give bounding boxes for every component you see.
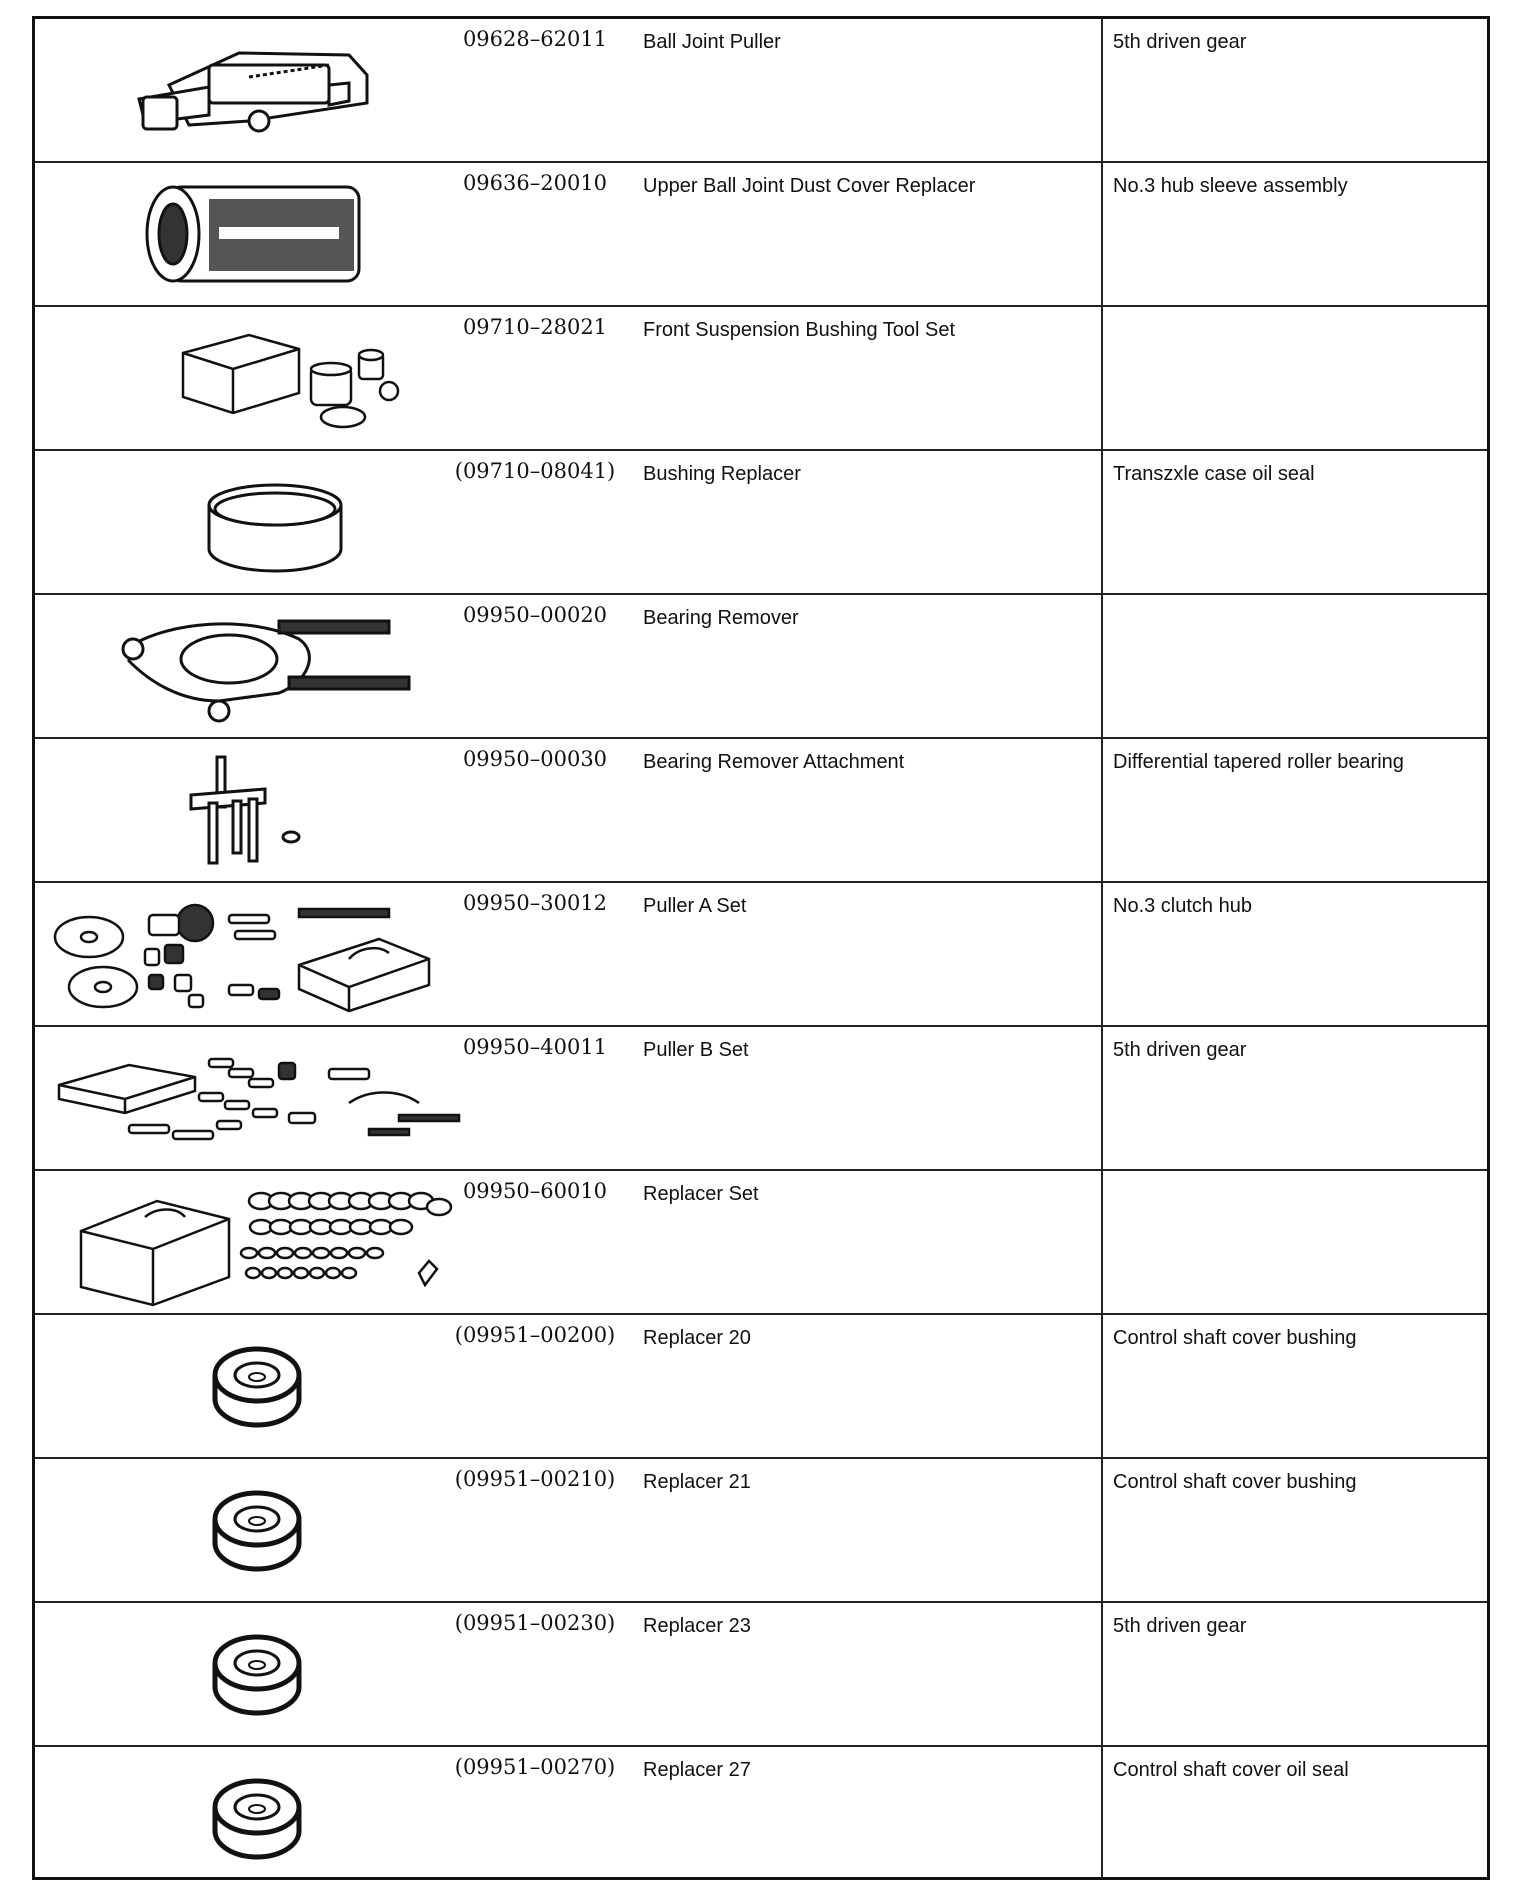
table-row [35, 1027, 1487, 1171]
tool-usage: Control shaft cover oil seal [1113, 1759, 1349, 1781]
table-row [35, 19, 1487, 163]
ball-joint-puller-illustration [49, 25, 469, 157]
part-number: 09950–00030 [462, 747, 608, 771]
column-divider [1101, 19, 1103, 161]
replacer-20-illustration [49, 1321, 469, 1453]
replacer-23-illustration [49, 1609, 469, 1741]
tool-name: Bearing Remover Attachment [643, 751, 905, 773]
puller-b-set-illustration [49, 1033, 469, 1165]
part-number: (09951–00200) [454, 1323, 616, 1347]
table-row [35, 883, 1487, 1027]
tool-name: Replacer 23 [643, 1615, 751, 1637]
part-number: 09950–30012 [462, 891, 608, 915]
column-divider [1101, 1315, 1103, 1457]
tool-usage: Control shaft cover bushing [1113, 1471, 1357, 1493]
tool-usage: 5th driven gear [1113, 1039, 1247, 1061]
tool-name: Front Suspension Bushing Tool Set [643, 319, 956, 341]
part-number: 09628–62011 [462, 27, 608, 51]
bushing-tool-set-illustration [49, 313, 469, 445]
tool-name: Replacer 21 [643, 1471, 751, 1493]
tool-name: Replacer 27 [643, 1759, 751, 1781]
special-tools-table [32, 16, 1490, 1880]
table-row [35, 163, 1487, 307]
tool-name: Upper Ball Joint Dust Cover Replacer [643, 175, 976, 197]
tool-name: Replacer 20 [643, 1327, 751, 1349]
table-row [35, 307, 1487, 451]
replacer-21-illustration [49, 1465, 469, 1597]
dust-cover-replacer-illustration [49, 169, 469, 301]
column-divider [1101, 1459, 1103, 1601]
table-row [35, 1315, 1487, 1459]
tool-name: Ball Joint Puller [643, 31, 781, 53]
part-number: 09710–28021 [462, 315, 608, 339]
table-row [35, 739, 1487, 883]
column-divider [1101, 595, 1103, 737]
tool-name: Puller A Set [643, 895, 747, 917]
table-row [35, 451, 1487, 595]
part-number: 09950–00020 [462, 603, 608, 627]
tool-name: Puller B Set [643, 1039, 749, 1061]
puller-a-set-illustration [49, 889, 469, 1021]
tool-usage: 5th driven gear [1113, 31, 1247, 53]
part-number: 09950–60010 [462, 1179, 608, 1203]
tool-usage: 5th driven gear [1113, 1615, 1247, 1637]
bushing-replacer-illustration [49, 457, 469, 589]
part-number: 09636–20010 [462, 171, 608, 195]
column-divider [1101, 163, 1103, 305]
part-number: (09951–00210) [454, 1467, 616, 1491]
replacer-27-illustration [49, 1753, 469, 1885]
part-number: (09951–00230) [454, 1611, 616, 1635]
column-divider [1101, 1171, 1103, 1313]
table-row [35, 595, 1487, 739]
tool-name: Bushing Replacer [643, 463, 801, 485]
tool-usage: No.3 hub sleeve assembly [1113, 175, 1348, 197]
bearing-remover-illustration [49, 601, 469, 733]
table-row [35, 1603, 1487, 1747]
column-divider [1101, 451, 1103, 593]
column-divider [1101, 1603, 1103, 1745]
bearing-remover-attachment-illustration [49, 745, 469, 877]
tool-name: Replacer Set [643, 1183, 759, 1205]
replacer-set-illustration [49, 1177, 469, 1309]
table-row [35, 1747, 1487, 1877]
tool-usage: No.3 clutch hub [1113, 895, 1252, 917]
column-divider [1101, 307, 1103, 449]
part-number: (09710–08041) [454, 459, 616, 483]
tool-usage: Differential tapered roller bearing [1113, 751, 1404, 773]
part-number: (09951–00270) [454, 1755, 616, 1779]
table-row [35, 1459, 1487, 1603]
column-divider [1101, 1027, 1103, 1169]
tool-usage: Control shaft cover bushing [1113, 1327, 1357, 1349]
column-divider [1101, 739, 1103, 881]
column-divider [1101, 883, 1103, 1025]
tool-name: Bearing Remover [643, 607, 799, 629]
column-divider [1101, 1747, 1103, 1877]
part-number: 09950–40011 [462, 1035, 608, 1059]
table-row [35, 1171, 1487, 1315]
tool-usage: Transzxle case oil seal [1113, 463, 1315, 485]
